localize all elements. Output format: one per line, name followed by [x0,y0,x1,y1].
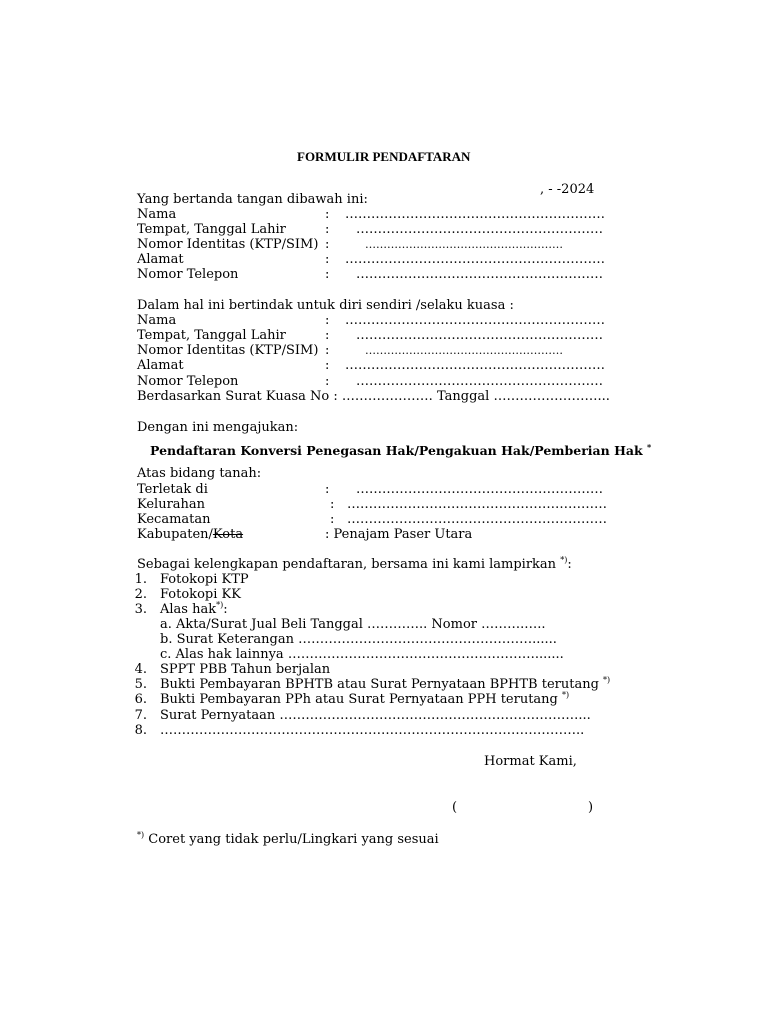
applicant-phone-colon: : [325,267,330,282]
closing-text: Hormat Kami, [484,754,577,769]
proxy-address-field[interactable]: …………………………………………………… [345,358,605,373]
land-location-colon: : [325,482,330,497]
proxy-phone-colon: : [325,374,330,389]
attachment-number: 1. [134,572,147,587]
acting-intro: Dalam hal ini bertindak untuk diri sendiri /selaku kuasa : [137,298,514,313]
land-regency-label [137,527,243,542]
attachment-number: 6. [134,692,147,707]
attachment-item: Fotokopi KTP [160,572,249,587]
attachment-item-mark: *) [603,675,611,685]
applicant-phone-field[interactable]: ………………………………………………… [356,267,603,282]
attachment-number: 4. [134,662,147,677]
applicant-phone-label: Nomor Telepon [137,267,239,282]
applicant-birth-label: Tempat, Tanggal Lahir [137,222,286,237]
attachment-item-text: Bukti Pembayaran BPHTB atau Surat Pernyataan BPHTB terutang [160,677,599,692]
attachment-number: 5. [134,677,147,692]
land-kecamatan-field[interactable]: …………………………………………………… [347,512,607,527]
applicant-address-label: Alamat [137,252,184,267]
proxy-phone-label: Nomor Telepon [137,374,239,389]
signature-field[interactable] [460,800,585,815]
applicant-address-field[interactable]: …………………………………………………… [345,252,605,267]
footnote [137,832,439,847]
applicant-id-field[interactable]: ……………………………………………… [365,238,563,251]
proxy-name-field[interactable]: …………………………………………………… [345,313,605,328]
alas-hak-option-b[interactable]: b. Surat Keterangan ………………………………………………...... [160,632,557,647]
regency-label-text: Kabupaten/ [137,527,213,542]
attachment-number: 7. [134,708,147,723]
application-type-heading [150,443,651,458]
proxy-name-label: Nama [137,313,177,328]
footnote-mark: *) [137,830,145,840]
date-line: , - -2024 [540,182,595,197]
attach-intro-end: : [567,557,572,572]
land-kecamatan-colon: : [330,512,335,527]
signature-open-paren: ( [452,800,458,815]
attachment-item-mark: *) [216,600,224,610]
attachment-number: 8. [134,723,147,738]
proxy-phone-field[interactable]: ………………………………………………… [356,374,603,389]
attachment-number: 2. [134,587,147,602]
attachment-item-end: : [223,602,228,617]
application-type-text: Pendaftaran Konversi Penegasan Hak/Pengakuan Hak/Pemberian Hak [150,443,643,458]
proxy-address-label: Alamat [137,358,184,373]
alas-hak-option-a[interactable]: a. Akta/Surat Jual Beli Tanggal ………….. Nomor ……….….. [160,617,546,632]
intro-text: Yang bertanda tangan dibawah ini: [137,192,368,207]
proxy-name-colon: : [325,313,330,328]
attachment-item [160,677,610,692]
land-intro: Atas bidang tanah: [137,466,262,481]
land-kelurahan-field[interactable]: …………………………………………………… [347,497,607,512]
attachment-item-mark: *) [562,690,570,700]
land-location-field[interactable]: ………………………………………………… [356,482,603,497]
footnote-text: Coret yang tidak perlu/Lingkari yang sesuai [148,832,439,847]
attachment-number: 3. [134,602,147,617]
applicant-name-field[interactable]: …………………………………………………… [345,207,605,222]
attachment-item: SPPT PBB Tahun berjalan [160,662,331,677]
applicant-id-colon: : [325,237,330,252]
proxy-address-colon: : [325,358,330,373]
attachment-item-text: Bukti Pembayaran PPh atau Surat Pernyataan PPH terutang [160,692,558,707]
proxy-birth-field[interactable]: ………………………………………………… [356,328,603,343]
applicant-id-label: Nomor Identitas (KTP/SIM) [137,237,319,252]
land-kelurahan-colon: : [330,497,335,512]
proxy-id-field[interactable]: ……………………………………………… [365,344,563,357]
applicant-name-label: Nama [137,207,177,222]
applicant-birth-field[interactable]: ………………………………………………… [356,222,603,237]
application-type-mark: * [647,441,652,452]
applicant-name-colon: : [325,207,330,222]
attachment-item[interactable]: …………………………………………………………………………………….. [160,723,585,738]
proxy-birth-label: Tempat, Tanggal Lahir [137,328,286,343]
proxy-birth-colon: : [325,328,330,343]
power-of-attorney-line[interactable]: Berdasarkan Surat Kuasa No : ………………… Tanggal ……………………... [137,389,610,404]
land-kelurahan-label: Kelurahan [137,497,206,512]
land-regency-value: : Penajam Paser Utara [325,527,473,542]
alas-hak-option-c[interactable]: c. Alas hak lainnya …………………………………………………....... [160,647,564,662]
applicant-birth-colon: : [325,222,330,237]
land-kecamatan-label: Kecamatan [137,512,211,527]
submit-intro: Dengan ini mengajukan: [137,420,299,435]
attachment-item: Fotokopi KK [160,587,241,602]
applicant-address-colon: : [325,252,330,267]
proxy-id-label: Nomor Identitas (KTP/SIM) [137,343,319,358]
land-location-label: Terletak di [137,482,208,497]
attach-intro-text: Sebagai kelengkapan pendaftaran, bersama ini kami lampirkan [137,557,557,572]
attachment-item [160,602,228,617]
attachment-item[interactable]: Surat Pernyataan ……………………………………………………………... [160,708,591,723]
proxy-id-colon: : [325,343,330,358]
attach-intro [137,557,572,572]
signature-close-paren: ) [588,800,594,815]
attachment-item [160,692,569,707]
form-title: FORMULIR PENDAFTARAN [297,149,471,164]
attachment-item-text: Alas hak [160,602,217,617]
attach-intro-mark: *) [560,555,568,565]
regency-struck-text: Kota [212,527,244,542]
